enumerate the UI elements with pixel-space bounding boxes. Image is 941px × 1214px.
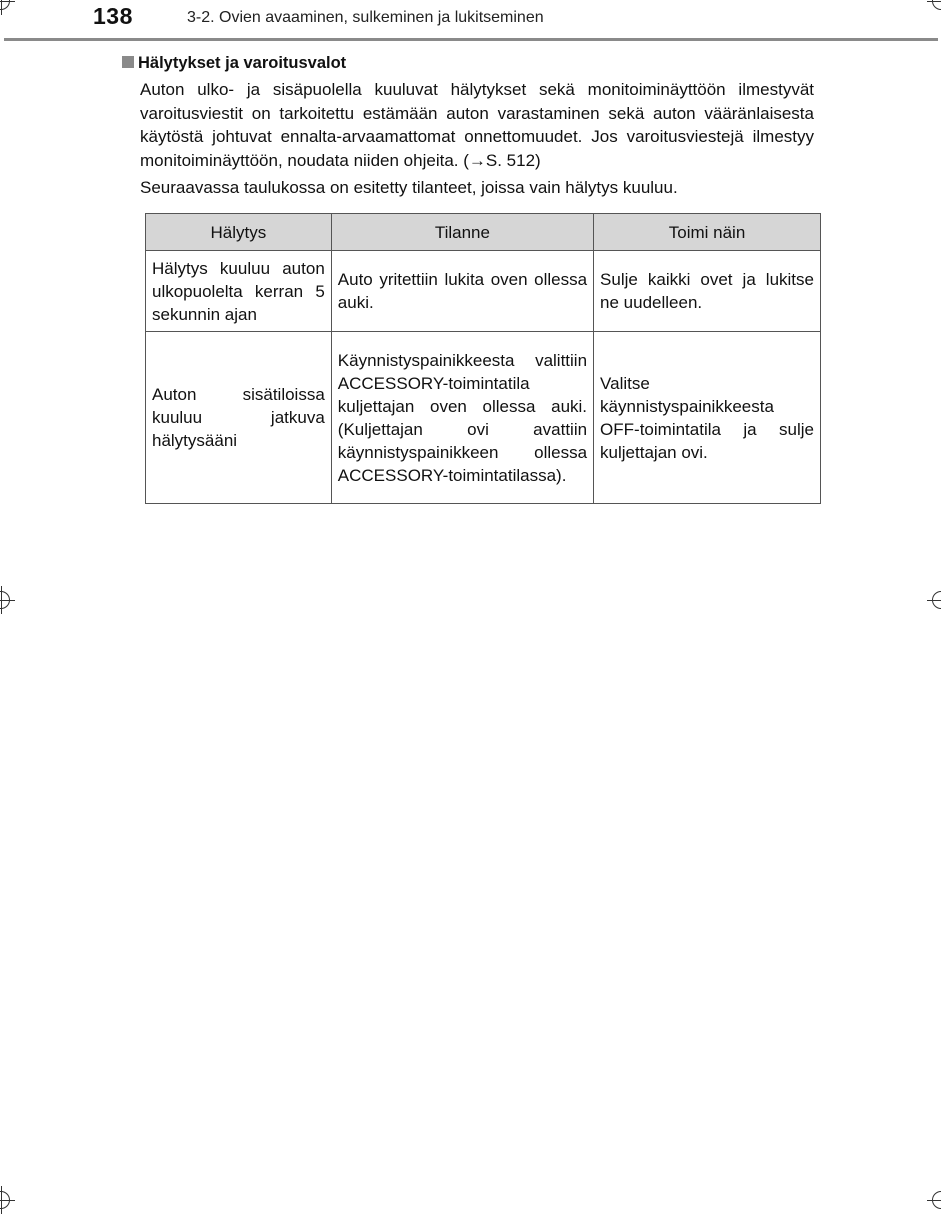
table-intro-paragraph: Seuraavassa taulukossa on esitetty tilanteet, joissa vain hälytys kuuluu. (140, 178, 678, 197)
table-cell-alarm: Hälytys kuuluu auton ulkopuolelta kerran 5 sekunnin ajan (146, 251, 332, 332)
crop-mark-icon (0, 591, 10, 609)
section-heading (122, 54, 346, 73)
alarm-table (145, 213, 821, 504)
table-cell-action: Sulje kaikki ovet ja lukitse ne uudelleen. (594, 251, 821, 332)
header-cell-situation: Tilanne (331, 214, 593, 251)
section-heading-text: Hälytykset ja varoitusvalot (138, 54, 347, 72)
crop-mark-icon (932, 0, 941, 10)
header-cell-alarm: Hälytys (146, 214, 332, 251)
crop-mark-icon (932, 1191, 941, 1209)
table-cell-situation: Käynnistyspainikkeesta valittiin ACCESSORY-toimintatila kuljettajan oven ollessa auki. (Kuljettajan ovi avattiin käynnistyspainikkeen ollessa ACCESSORY-toimintatilassa). (331, 332, 593, 504)
page-number: 138 (93, 3, 133, 29)
table-cell-alarm: Auton sisätiloissa kuuluu jatkuva hälytysääni (146, 332, 332, 504)
crop-mark-icon (0, 1191, 10, 1209)
table-row (146, 332, 821, 504)
crop-mark-icon (932, 591, 941, 609)
table-row (146, 251, 821, 332)
crop-mark-icon (0, 0, 10, 10)
intro-paragraph: Auton ulko- ja sisäpuolella kuuluvat hälytykset sekä monitoiminäyttöön ilmestyvät varoitusviestit on tarkoitettu estämään auton varastaminen sekä auton vääränlaisesta käytöstä johtuvat ennalta-arvaamattomat onnettomuudet. Jos varoitusviestejä ilmestyy monitoiminäyttöön, noudata niiden ohjeita. (→S. 512) (140, 80, 814, 170)
header-divider (4, 38, 938, 41)
chapter-title: 3-2. Ovien avaaminen, sulkeminen ja lukitseminen (187, 9, 544, 26)
table-cell-action: Valitse käynnistyspainikkeesta OFF-toimintatila ja sulje kuljettajan ovi. (594, 332, 821, 504)
section-square-icon (122, 56, 134, 68)
table-header-row (146, 214, 821, 251)
table-cell-situation: Auto yritettiin lukita oven ollessa auki. (331, 251, 593, 332)
header-cell-action: Toimi näin (594, 214, 821, 251)
